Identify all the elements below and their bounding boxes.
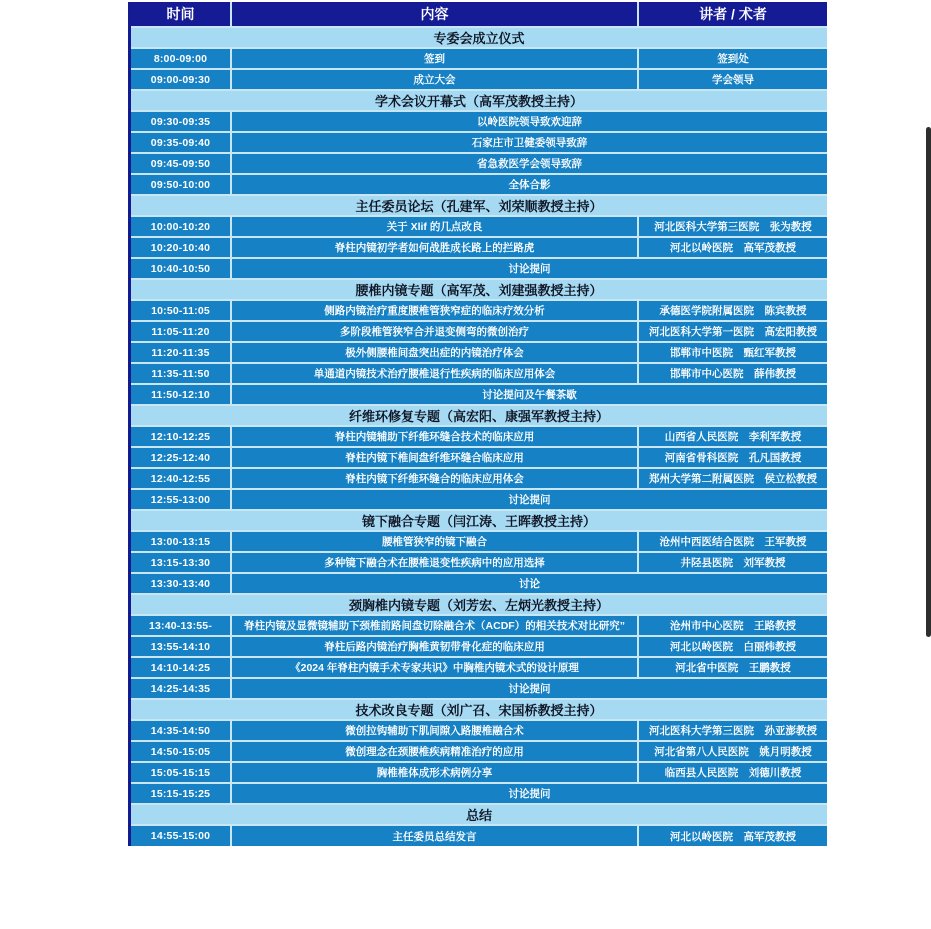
content-cell: 《2024 年脊柱内镜手术专家共识》中胸椎内镜术式的设计原理 xyxy=(231,657,638,678)
time-cell: 14:35-14:50 xyxy=(131,720,231,741)
time-cell: 15:05-15:15 xyxy=(131,762,231,783)
schedule-row xyxy=(131,153,827,174)
schedule-row xyxy=(131,447,827,468)
time-cell: 09:30-09:35 xyxy=(131,111,231,132)
time-cell: 14:55-15:00 xyxy=(131,825,231,846)
content-cell: 讨论提问及午餐茶歇 xyxy=(231,384,827,405)
schedule-row xyxy=(131,552,827,573)
schedule-row xyxy=(131,363,827,384)
content-cell: 极外侧腰椎间盘突出症的内镜治疗体会 xyxy=(231,342,638,363)
schedule-row xyxy=(131,825,827,846)
speaker-cell: 签到处 xyxy=(638,48,827,69)
speaker-cell: 承德医学院附属医院 陈宾教授 xyxy=(638,300,827,321)
time-cell: 11:35-11:50 xyxy=(131,363,231,384)
schedule-row xyxy=(131,174,827,195)
section-title: 颈胸椎内镜专题（刘芳宏、左炳光教授主持） xyxy=(131,594,827,615)
time-cell: 12:40-12:55 xyxy=(131,468,231,489)
time-cell: 09:00-09:30 xyxy=(131,69,231,90)
content-cell: 讨论提问 xyxy=(231,489,827,510)
content-cell: 脊柱内镜下纤维环缝合的临床应用体会 xyxy=(231,468,638,489)
speaker-cell: 河北省第八人民医院 姚月明教授 xyxy=(638,741,827,762)
content-cell: 成立大会 xyxy=(231,69,638,90)
section-row xyxy=(131,594,827,615)
speaker-cell: 沧州市中心医院 王路教授 xyxy=(638,615,827,636)
schedule-row xyxy=(131,321,827,342)
time-cell: 13:40-13:55- xyxy=(131,615,231,636)
section-title: 专委会成立仪式 xyxy=(131,27,827,48)
content-cell: 多阶段椎管狭窄合并退变侧弯的微创治疗 xyxy=(231,321,638,342)
schedule-row xyxy=(131,489,827,510)
speaker-cell: 河北以岭医院 高军茂教授 xyxy=(638,237,827,258)
time-cell: 13:30-13:40 xyxy=(131,573,231,594)
content-cell: 脊柱内镜辅助下纤维环缝合技术的临床应用 xyxy=(231,426,638,447)
time-cell: 11:20-11:35 xyxy=(131,342,231,363)
speaker-cell: 邯郸市中心医院 薛伟教授 xyxy=(638,363,827,384)
schedule-row xyxy=(131,636,827,657)
scrollbar-thumb[interactable] xyxy=(926,127,931,637)
speaker-cell: 河北以岭医院 高军茂教授 xyxy=(638,825,827,846)
schedule-row xyxy=(131,783,827,804)
speaker-cell: 学会领导 xyxy=(638,69,827,90)
content-cell: 胸椎椎体成形术病例分享 xyxy=(231,762,638,783)
time-cell: 12:25-12:40 xyxy=(131,447,231,468)
speaker-cell: 山西省人民医院 李利军教授 xyxy=(638,426,827,447)
schedule-row xyxy=(131,657,827,678)
content-cell: 单通道内镜技术治疗腰椎退行性疾病的临床应用体会 xyxy=(231,363,638,384)
time-cell: 13:15-13:30 xyxy=(131,552,231,573)
content-cell: 多种镜下融合术在腰椎退变性疾病中的应用选择 xyxy=(231,552,638,573)
conference-schedule xyxy=(128,2,827,846)
time-cell: 15:15-15:25 xyxy=(131,783,231,804)
content-cell: 微创拉钩辅助下肌间隙入路腰椎融合术 xyxy=(231,720,638,741)
time-cell: 09:35-09:40 xyxy=(131,132,231,153)
content-cell: 脊柱内镜及显微镜辅助下颈椎前路间盘切除融合术（ACDF）的相关技术对比研究” xyxy=(231,615,638,636)
section-title: 腰椎内镜专题（高军茂、刘建强教授主持） xyxy=(131,279,827,300)
time-cell: 13:00-13:15 xyxy=(131,531,231,552)
schedule-row xyxy=(131,678,827,699)
schedule-row xyxy=(131,258,827,279)
section-title: 总结 xyxy=(131,804,827,825)
speaker-cell: 河北医科大学第一医院 高宏阳教授 xyxy=(638,321,827,342)
schedule-body xyxy=(131,27,827,846)
section-row xyxy=(131,510,827,531)
schedule-row xyxy=(131,132,827,153)
content-cell: 腰椎管狭窄的镜下融合 xyxy=(231,531,638,552)
time-cell: 13:55-14:10 xyxy=(131,636,231,657)
content-cell: 以岭医院领导致欢迎辞 xyxy=(231,111,827,132)
content-cell: 讨论提问 xyxy=(231,678,827,699)
time-cell: 12:10-12:25 xyxy=(131,426,231,447)
time-cell: 8:00-09:00 xyxy=(131,48,231,69)
time-cell: 10:40-10:50 xyxy=(131,258,231,279)
header-content: 内容 xyxy=(231,2,638,27)
speaker-cell: 沧州中西医结合医院 王军教授 xyxy=(638,531,827,552)
content-cell: 脊柱内镜下椎间盘纤维环缝合临床应用 xyxy=(231,447,638,468)
section-row xyxy=(131,90,827,111)
schedule-row xyxy=(131,573,827,594)
content-cell: 微创理念在颈腰椎疾病精准治疗的应用 xyxy=(231,741,638,762)
schedule-row xyxy=(131,720,827,741)
section-row xyxy=(131,27,827,48)
schedule-row xyxy=(131,741,827,762)
schedule-row xyxy=(131,468,827,489)
content-cell: 脊柱内镜初学者如何战胜成长路上的拦路虎 xyxy=(231,237,638,258)
schedule-row xyxy=(131,342,827,363)
speaker-cell: 临西县人民医院 刘德川教授 xyxy=(638,762,827,783)
content-cell: 讨论提问 xyxy=(231,258,827,279)
speaker-cell: 河北省中医院 王鹏教授 xyxy=(638,657,827,678)
time-cell: 10:50-11:05 xyxy=(131,300,231,321)
schedule-row xyxy=(131,300,827,321)
content-cell: 签到 xyxy=(231,48,638,69)
content-cell: 主任委员总结发言 xyxy=(231,825,638,846)
speaker-cell: 河北医科大学第三医院 孙亚澎教授 xyxy=(638,720,827,741)
speaker-cell: 河北医科大学第三医院 张为教授 xyxy=(638,216,827,237)
speaker-cell: 河北以岭医院 白丽炜教授 xyxy=(638,636,827,657)
speaker-cell: 河南省骨科医院 孔凡国教授 xyxy=(638,447,827,468)
speaker-cell: 井陉县医院 刘军教授 xyxy=(638,552,827,573)
speaker-cell: 邯郸市中医院 甄红军教授 xyxy=(638,342,827,363)
content-cell: 讨论 xyxy=(231,573,827,594)
section-row xyxy=(131,195,827,216)
schedule-row xyxy=(131,237,827,258)
section-title: 主任委员论坛（孔建军、刘荣顺教授主持） xyxy=(131,195,827,216)
schedule-row xyxy=(131,48,827,69)
content-cell: 脊柱后路内镜治疗胸椎黄韧带骨化症的临床应用 xyxy=(231,636,638,657)
schedule-row xyxy=(131,384,827,405)
content-cell: 全体合影 xyxy=(231,174,827,195)
content-cell: 关于 Xlif 的几点改良 xyxy=(231,216,638,237)
content-cell: 石家庄市卫健委领导致辞 xyxy=(231,132,827,153)
section-title: 纤维环修复专题（高宏阳、康强军教授主持） xyxy=(131,405,827,426)
time-cell: 14:25-14:35 xyxy=(131,678,231,699)
schedule-row xyxy=(131,69,827,90)
time-cell: 10:20-10:40 xyxy=(131,237,231,258)
section-row xyxy=(131,804,827,825)
speaker-cell: 郑州大学第二附属医院 侯立松教授 xyxy=(638,468,827,489)
section-title: 镜下融合专题（闫江涛、王晖教授主持） xyxy=(131,510,827,531)
schedule-row xyxy=(131,531,827,552)
schedule-row xyxy=(131,111,827,132)
section-row xyxy=(131,405,827,426)
section-row xyxy=(131,699,827,720)
time-cell: 14:10-14:25 xyxy=(131,657,231,678)
time-cell: 10:00-10:20 xyxy=(131,216,231,237)
schedule-row xyxy=(131,615,827,636)
content-cell: 讨论提问 xyxy=(231,783,827,804)
schedule-row xyxy=(131,762,827,783)
schedule-row xyxy=(131,426,827,447)
time-cell: 11:05-11:20 xyxy=(131,321,231,342)
schedule-table xyxy=(131,2,827,846)
section-title: 学术会议开幕式（高军茂教授主持） xyxy=(131,90,827,111)
schedule-row xyxy=(131,216,827,237)
section-row xyxy=(131,279,827,300)
time-cell: 12:55-13:00 xyxy=(131,489,231,510)
table-header-row xyxy=(131,2,827,27)
time-cell: 14:50-15:05 xyxy=(131,741,231,762)
header-speaker: 讲者 / 术者 xyxy=(638,2,827,27)
content-cell: 侧路内镜治疗重度腰椎管狭窄症的临床疗效分析 xyxy=(231,300,638,321)
time-cell: 09:50-10:00 xyxy=(131,174,231,195)
content-cell: 省急救医学会领导致辞 xyxy=(231,153,827,174)
section-title: 技术改良专题（刘广召、宋国桥教授主持） xyxy=(131,699,827,720)
time-cell: 11:50-12:10 xyxy=(131,384,231,405)
time-cell: 09:45-09:50 xyxy=(131,153,231,174)
header-time: 时间 xyxy=(131,2,231,27)
